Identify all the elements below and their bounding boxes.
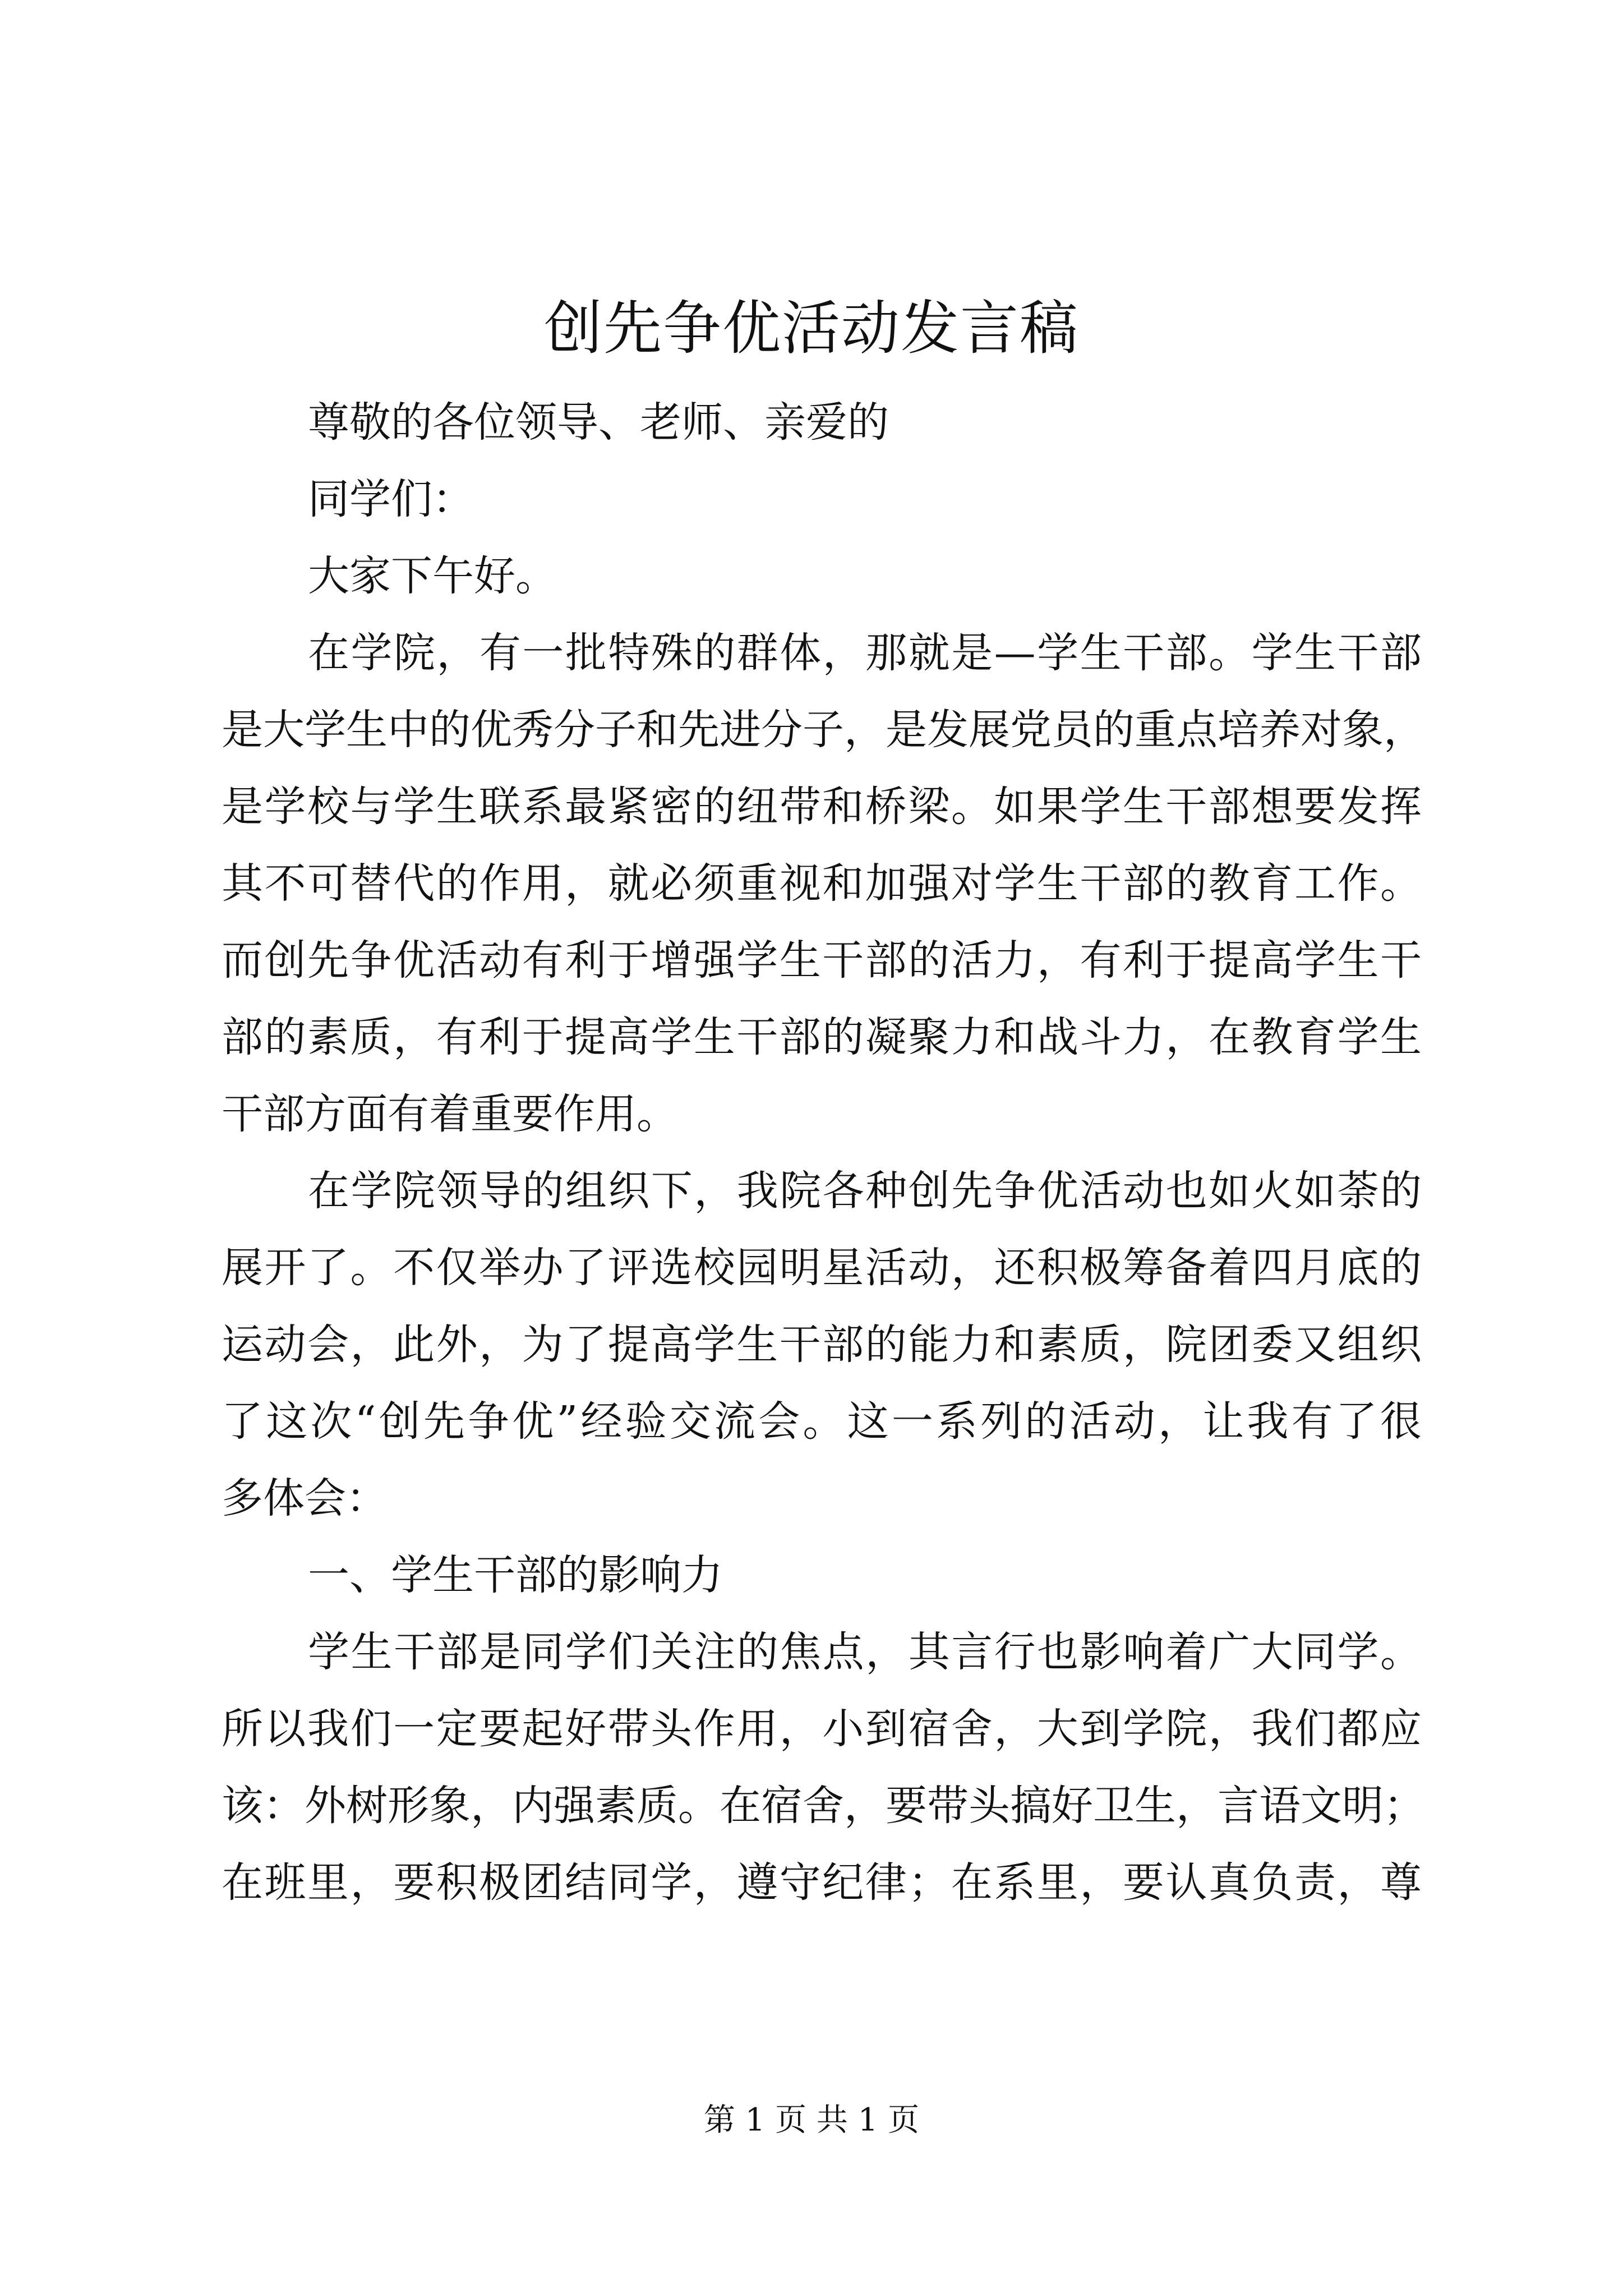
text-line: 是大学生中的优秀分子和先进分子，是发展党员的重点培养对象， <box>222 706 1425 754</box>
text-line: 其不可替代的作用，就必须重视和加强对学生干部的教育工作。 <box>222 859 1422 908</box>
text-line: 是学校与学生联系最紧密的纽带和桥梁。如果学生干部想要发挥 <box>222 783 1422 831</box>
text-line: 大家下午好。 <box>308 552 557 600</box>
text-line: 一、学生干部的影响力 <box>308 1551 723 1599</box>
document-body <box>222 384 1425 1921</box>
text-line: 了这次“创先争优”经验交流会。这一系列的活动，让我有了很 <box>222 1397 1422 1446</box>
text-line: 展开了。不仅举办了评选校园明星活动，还积极筹备着四月底的 <box>222 1244 1422 1292</box>
page-footer: 第 1 页 共 1 页 <box>703 2102 920 2138</box>
text-line: 在班里，要积极团结同学，遵守纪律；在系里，要认真负责，尊 <box>222 1858 1422 1907</box>
text-line: 多体会： <box>222 1474 388 1522</box>
text-line: 在学院领导的组织下，我院各种创先争优活动也如火如荼的 <box>308 1167 1422 1215</box>
text-line: 在学院，有一批特殊的群体，那就是—学生干部。学生干部 <box>308 629 1422 677</box>
text-line: 尊敬的各位领导、老师、亲爱的 <box>308 398 889 447</box>
text-line: 部的素质，有利于提高学生干部的凝聚力和战斗力，在教育学生 <box>222 1013 1422 1061</box>
text-line: 学生干部是同学们关注的焦点，其言行也影响着广大同学。 <box>308 1628 1422 1676</box>
text-line: 该：外树形象，内强素质。在宿舍，要带头搞好卫生，言语文明； <box>222 1782 1425 1830</box>
text-line: 而创先争优活动有利于增强学生干部的活力，有利于提高学生干 <box>222 936 1422 984</box>
text-line: 同学们： <box>308 475 474 523</box>
page-title: 创先争优活动发言稿 <box>543 294 1079 362</box>
text-line: 运动会，此外，为了提高学生干部的能力和素质，院团委又组织 <box>222 1320 1422 1369</box>
text-line: 干部方面有着重要作用。 <box>222 1090 678 1138</box>
text-line: 所以我们一定要起好带头作用，小到宿舍，大到学院，我们都应 <box>222 1705 1422 1753</box>
